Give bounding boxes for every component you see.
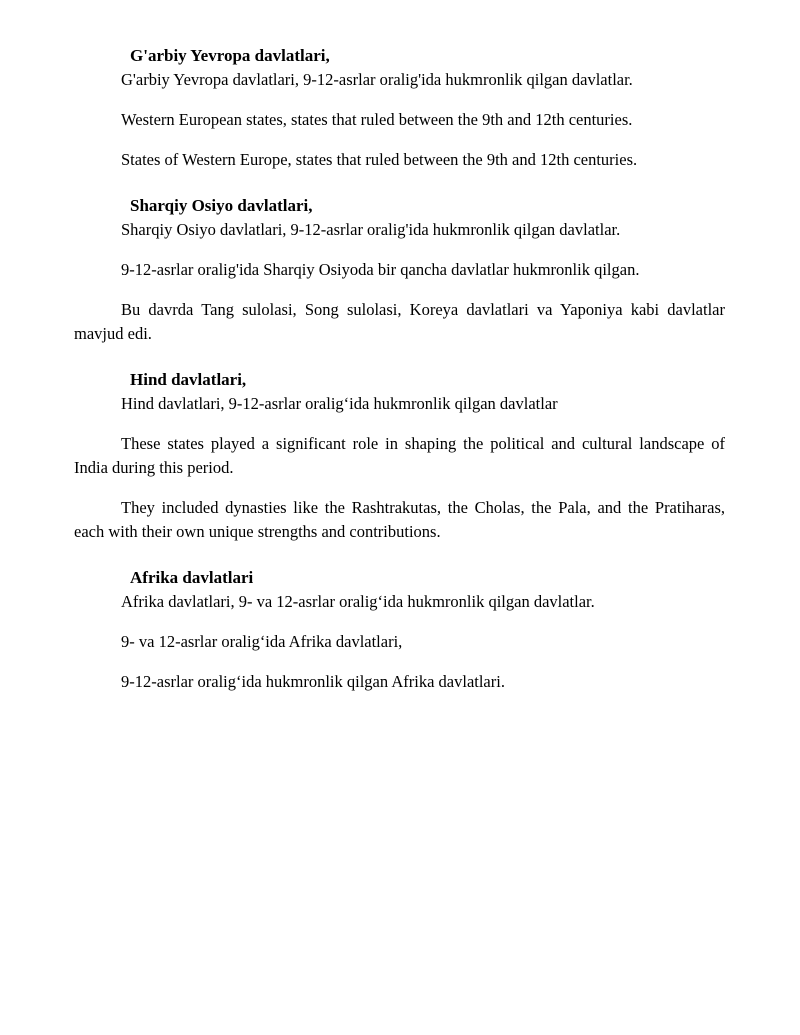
section-western-europe xyxy=(74,44,725,172)
paragraph: They included dynasties like the Rashtrakutas, the Cholas, the Pala, and the Pratiharas, each with their own unique strengths and contributions. xyxy=(74,498,725,541)
paragraph: 9- va 12-asrlar oralig‘ida Afrika davlatlari, xyxy=(121,632,403,651)
paragraph: Bu davrda Tang sulolasi, Song sulolasi, Koreya davlatlari va Yaponiya kabi davlatlar mavjud edi. xyxy=(74,300,725,343)
section-east-asia xyxy=(74,194,725,346)
section-heading: Sharqiy Osiyo davlatlari, xyxy=(130,196,313,215)
section-heading: Hind davlatlari, xyxy=(130,370,247,389)
section-heading: Afrika davlatlari xyxy=(130,568,254,587)
section-africa xyxy=(74,566,725,694)
document-page xyxy=(74,44,725,716)
section-india xyxy=(74,368,725,544)
paragraph: 9-12-asrlar oralig‘ida hukmronlik qilgan Afrika davlatlari. xyxy=(121,672,505,691)
section-lead: Sharqiy Osiyo davlatlari, 9-12-asrlar oralig'ida hukmronlik qilgan davlatlar. xyxy=(121,220,621,239)
section-lead: Afrika davlatlari, 9- va 12-asrlar oralig‘ida hukmronlik qilgan davlatlar. xyxy=(121,592,595,611)
paragraph: Western European states, states that ruled between the 9th and 12th centuries. xyxy=(121,110,633,129)
section-lead: Hind davlatlari, 9-12-asrlar oralig‘ida hukmronlik qilgan davlatlar xyxy=(121,394,558,413)
section-lead: G'arbiy Yevropa davlatlari, 9-12-asrlar oralig'ida hukmronlik qilgan davlatlar. xyxy=(121,70,633,89)
paragraph: States of Western Europe, states that ruled between the 9th and 12th centuries. xyxy=(121,150,638,169)
paragraph: These states played a significant role in shaping the political and cultural landscape of India during this period. xyxy=(74,434,725,477)
paragraph: 9-12-asrlar oralig'ida Sharqiy Osiyoda bir qancha davlatlar hukmronlik qilgan. xyxy=(121,260,640,279)
section-heading: G'arbiy Yevropa davlatlari, xyxy=(130,46,330,65)
